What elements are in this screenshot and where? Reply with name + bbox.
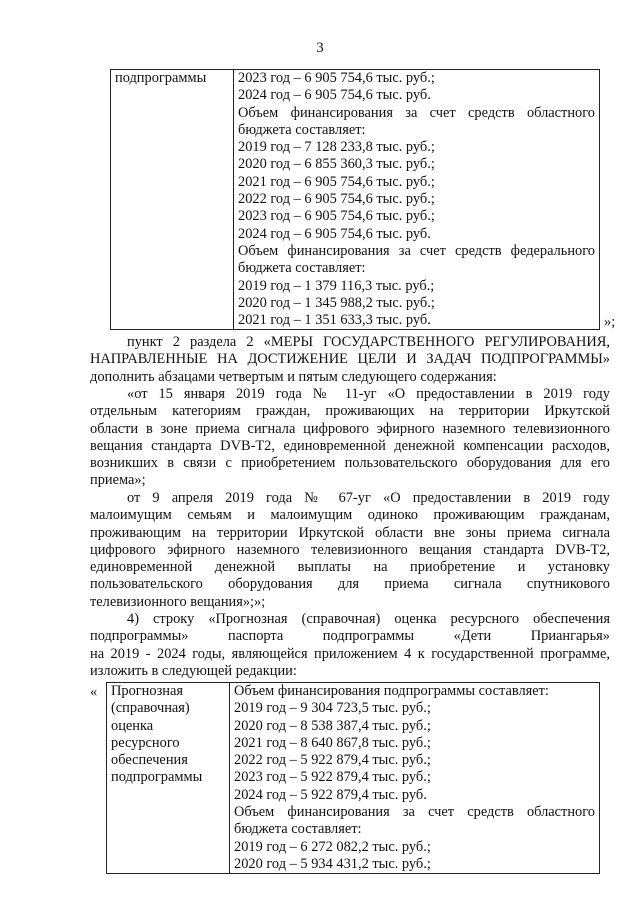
body-line: подпрограммы» паспорта подпрограммы «Дети Приангарья» — [90, 628, 610, 645]
body-line: приема»; — [90, 472, 146, 489]
body-line: проживающим на территории Иркутской области вне зоны приема сигнала — [90, 524, 610, 541]
table2-label-line: (справочная) — [111, 700, 190, 717]
table1-line: 2023 год – 6 905 754,6 тыс. руб.; — [238, 208, 435, 225]
table1-line: 2024 год – 6 905 754,6 тыс. руб. — [238, 87, 431, 104]
closing-quote-mark: »; — [604, 314, 616, 330]
table2-label-line: подпрограммы — [111, 769, 203, 786]
table1-line: 2019 год – 1 379 116,3 тыс. руб.; — [238, 277, 435, 294]
body-line: возникших в связи с приобретением пользовательского оборудования для его — [90, 455, 610, 472]
table2-line: 2019 год – 6 272 082,2 тыс. руб.; — [234, 838, 431, 855]
body-line: «от 15 января 2019 года № 11-уг «О предоставлении в 2019 году — [127, 386, 610, 402]
table2-label-line: ресурсного — [111, 734, 180, 751]
funding-table-new — [106, 682, 600, 874]
opening-quote-mark: « — [90, 684, 98, 700]
table2-line: бюджета составляет: — [234, 821, 362, 838]
body-line: телевизионного вещания»;»; — [90, 593, 266, 610]
body-line: на 2019 - 2024 годы, являющейся приложением 4 к государственной программе, — [90, 645, 610, 662]
table2-label-cell — [107, 683, 230, 874]
table2-label-line: оценка — [111, 717, 154, 734]
table1-line: 2021 год – 1 351 633,3 тыс. руб. — [238, 312, 431, 329]
table1-line: Объем финансирования за счет средств федерального — [238, 242, 595, 259]
table1-line: Объем финансирования за счет средств областного — [238, 104, 595, 121]
decree-paragraph-2 — [90, 490, 610, 611]
body-line: 4) строку «Прогнозная (справочная) оценка ресурсного обеспечения — [127, 611, 610, 627]
body-line: области в зоне приема сигнала цифрового эфирного наземного телевизионного — [90, 420, 610, 437]
table1-values-cell — [234, 70, 600, 330]
body-line: цифрового эфирного наземного телевизионного вещания стандарта DVB-T2, — [90, 541, 610, 558]
table2-line: 2022 год – 5 922 879,4 тыс. руб.; — [234, 752, 431, 769]
table1-line: 2024 год – 6 905 754,6 тыс. руб. — [238, 225, 431, 242]
table2-line: 2020 год – 8 538 387,4 тыс. руб.; — [234, 717, 431, 734]
table2-values-cell — [230, 683, 600, 874]
table1-label: подпрограммы — [115, 70, 207, 86]
table1-line: 2023 год – 6 905 754,6 тыс. руб.; — [238, 70, 435, 86]
page-number: 3 — [316, 40, 324, 56]
body-line: пункт 2 раздела 2 «МЕРЫ ГОСУДАРСТВЕННОГО РЕГУЛИРОВАНИЯ, — [127, 334, 610, 350]
table2-line: 2021 год – 8 640 867,8 тыс. руб.; — [234, 734, 431, 751]
amendment-paragraph-4 — [90, 611, 610, 680]
table1-line: 2020 год – 1 345 988,2 тыс. руб.; — [238, 294, 435, 311]
body-line: отдельным категориям граждан, проживающих на территории Иркутской — [90, 403, 610, 420]
table2-label-line: обеспечения — [111, 752, 188, 769]
body-line: НАПРАВЛЕННЫЕ НА ДОСТИЖЕНИЕ ЦЕЛИ И ЗАДАЧ ПОДПРОГРАММЫ» — [90, 351, 610, 368]
funding-table-continued — [110, 69, 600, 330]
table2-line: Объем финансирования за счет средств областного — [234, 804, 595, 821]
decree-paragraph-1 — [90, 386, 610, 490]
table1-label-cell — [111, 70, 234, 330]
table1-line: 2019 год – 7 128 233,8 тыс. руб.; — [238, 139, 435, 156]
body-line: изложить в следующей редакции: — [90, 662, 297, 679]
table1-line: 2020 год – 6 855 360,3 тыс. руб.; — [238, 156, 435, 173]
table1-line: 2021 год – 6 905 754,6 тыс. руб.; — [238, 173, 435, 190]
table1-line: 2022 год – 6 905 754,6 тыс. руб.; — [238, 191, 435, 208]
table1-line: бюджета составляет: — [238, 260, 366, 277]
body-line: пользовательского оборудования для приема сигнала спутникового — [90, 576, 610, 593]
body-line: малоимущим семьям и малоимущим одиноко проживающим гражданам, — [90, 507, 610, 524]
table2-line: 2019 год – 9 304 723,5 тыс. руб.; — [234, 700, 431, 717]
body-line: единовременной денежной выплаты на приобретение и установку — [90, 559, 610, 576]
body-line: от 9 апреля 2019 года № 67-уг «О предоставлении в 2019 году — [127, 490, 610, 506]
body-line: вещания стандарта DVB-T2, единовременной денежной компенсации расходов, — [90, 437, 610, 454]
table2-label-line: Прогнозная — [111, 683, 183, 699]
table2-line: 2023 год – 5 922 879,4 тыс. руб.; — [234, 769, 431, 786]
amendment-paragraph-1 — [90, 334, 610, 386]
body-line: дополнить абзацами четвертым и пятым следующего содержания: — [90, 368, 497, 385]
table2-line: 2020 год – 5 934 431,2 тыс. руб.; — [234, 855, 431, 872]
table2-line: 2024 год – 5 922 879,4 тыс. руб. — [234, 786, 427, 803]
table2-line: Объем финансирования подпрограммы составляет: — [234, 683, 549, 699]
table1-line: бюджета составляет: — [238, 121, 366, 138]
